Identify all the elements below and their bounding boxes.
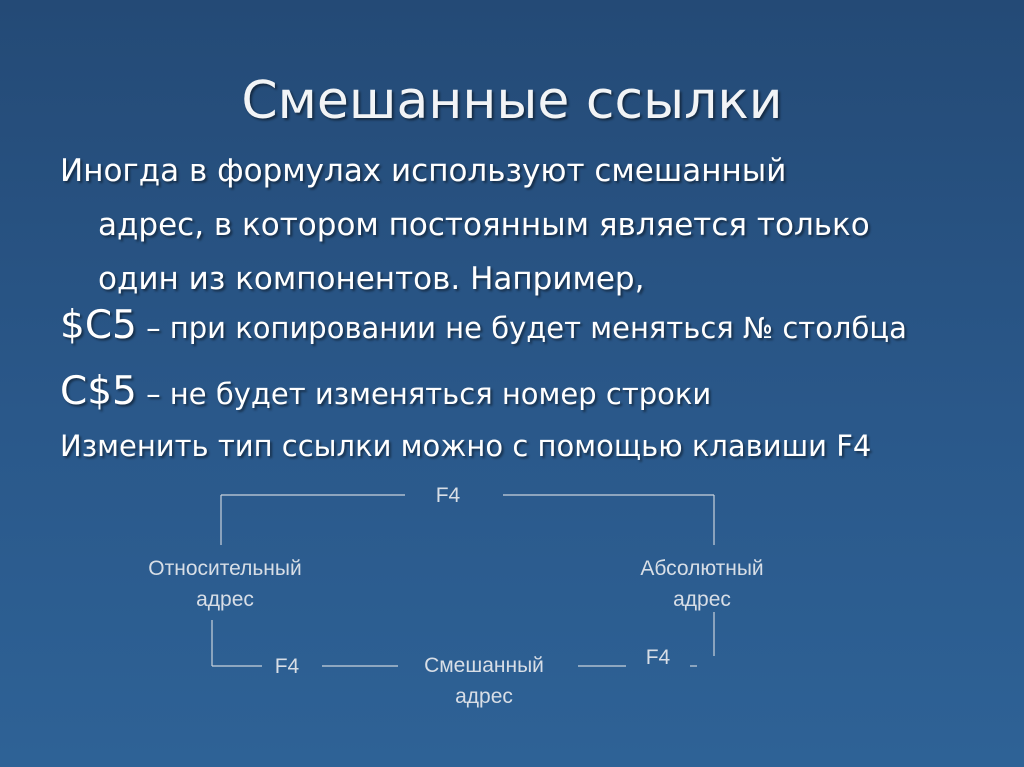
intro-line-1: Иногда в формулах используют смешанный — [60, 153, 787, 189]
node-absolute-line-2: адрес — [673, 588, 731, 611]
intro-line-2: адрес, в котором постоянным является только — [98, 207, 870, 243]
node-mixed-line-1: Смешанный — [424, 654, 544, 677]
bottom-right-f4-label: F4 — [645, 646, 671, 669]
bottom-left-f4-label: F4 — [274, 655, 300, 678]
intro-line-3: один из компонентов. Например, — [98, 261, 645, 297]
example-1-text: – при копировании не будет меняться № столбца — [136, 311, 907, 345]
node-relative-line-2: адрес — [196, 588, 254, 611]
f4-note: Изменить тип ссылки можно с помощью клавиши F4 — [60, 429, 872, 463]
node-relative-line-1: Относительный — [148, 557, 302, 580]
example-1-code: $C5 — [60, 303, 137, 348]
example-2-text: – не будет изменяться номер строки — [136, 377, 712, 411]
top-f4-label: F4 — [435, 484, 461, 507]
node-absolute-line-1: Абсолютный — [640, 557, 764, 580]
slide-title: Смешанные ссылки — [241, 71, 783, 131]
example-2-code: C$5 — [60, 369, 137, 414]
node-mixed-line-2: адрес — [455, 685, 513, 708]
